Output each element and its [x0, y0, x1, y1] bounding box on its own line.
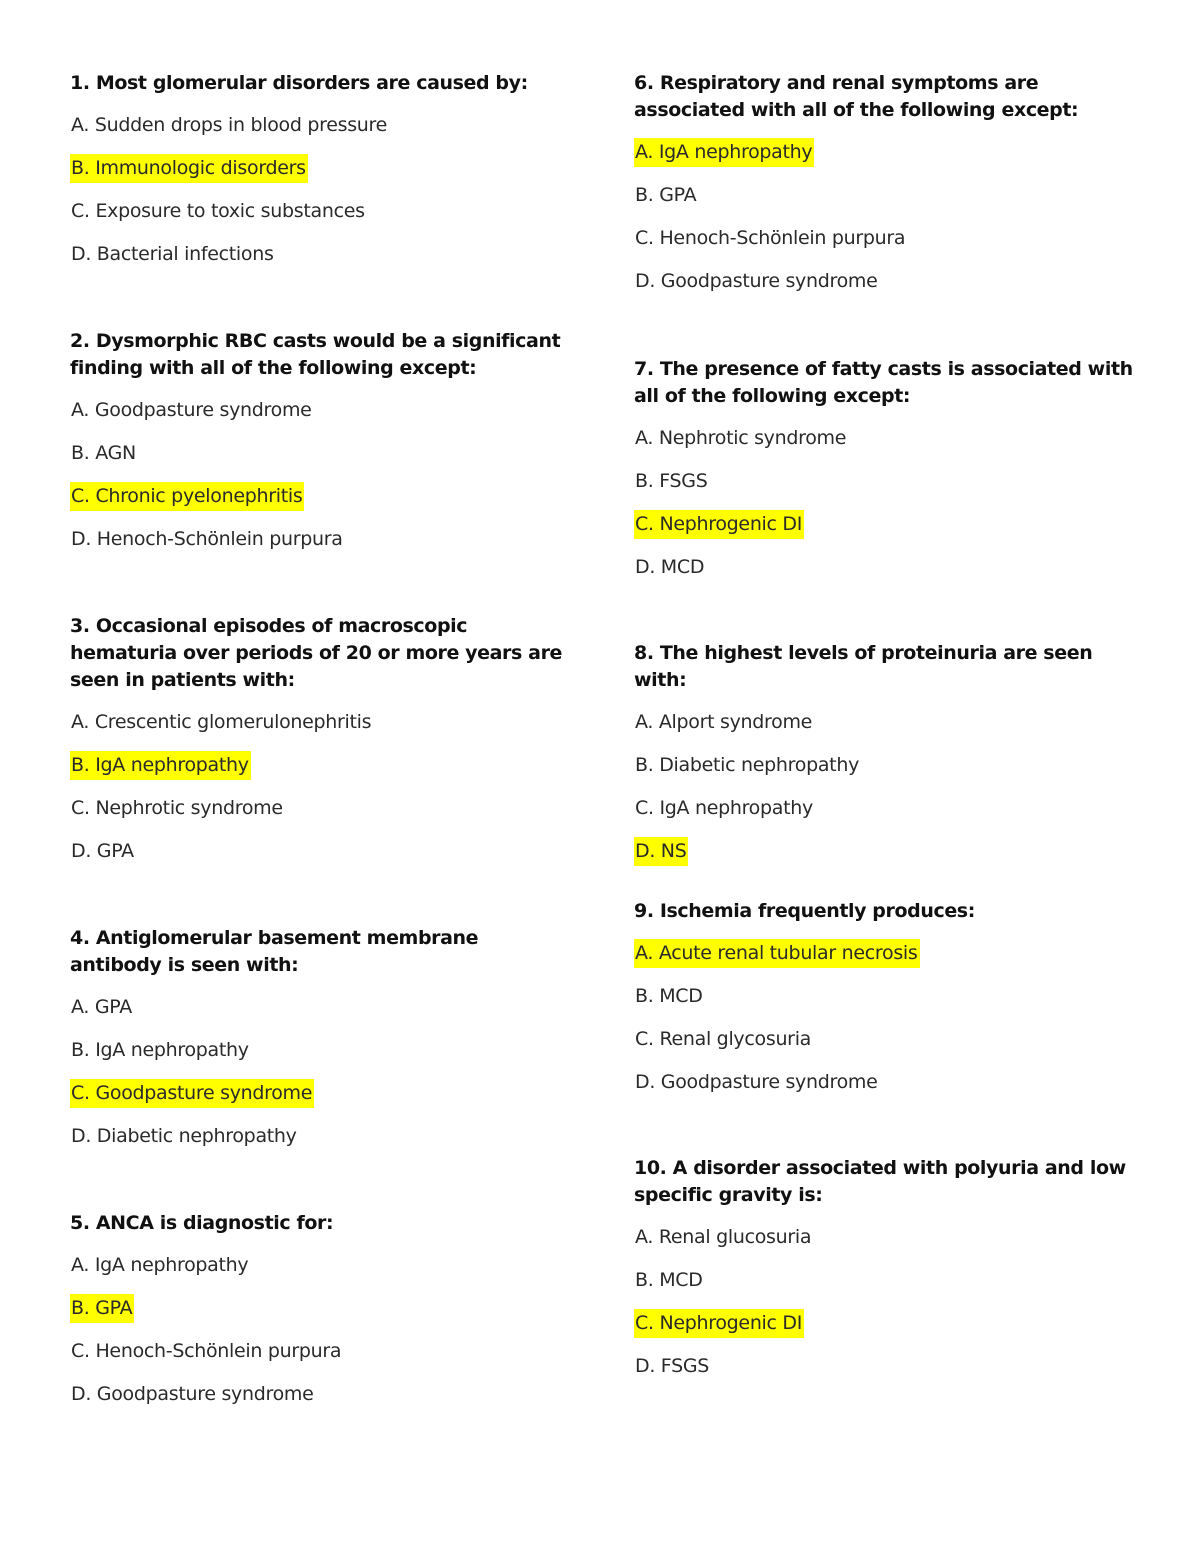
answer-option: D. FSGS: [635, 1355, 710, 1377]
answer-option: D. Goodpasture syndrome: [71, 1383, 314, 1405]
answer-option: A. Sudden drops in blood pressure: [71, 114, 388, 136]
answer-option: D. Goodpasture syndrome: [635, 270, 878, 292]
question-title: 4. Antiglomerular basement membrane antibody is seen with:: [70, 927, 479, 976]
answer-option-correct: C. Nephrogenic DI: [634, 1309, 1134, 1338]
answer-option: B. Diabetic nephropathy: [635, 754, 860, 776]
question-title: 8. The highest levels of proteinuria are seen with:: [634, 642, 1093, 691]
question-10: [634, 1155, 1134, 1395]
answer-option-correct: C. Chronic pyelonephritis: [70, 482, 570, 511]
question-title: 10. A disorder associated with polyuria and low specific gravity is:: [634, 1157, 1126, 1206]
question-title: 6. Respiratory and renal symptoms are associated with all of the following except:: [634, 72, 1079, 121]
question-7: [634, 356, 1134, 596]
question-8: [634, 640, 1134, 880]
answer-option-correct: B. IgA nephropathy: [70, 751, 570, 780]
question-3: [70, 613, 570, 880]
question-title: 1. Most glomerular disorders are caused by:: [70, 72, 528, 94]
answer-option: A. Crescentic glomerulonephritis: [71, 711, 372, 733]
question-title: 9. Ischemia frequently produces:: [634, 900, 975, 922]
answer-option: C. IgA nephropathy: [635, 797, 813, 819]
answer-option: A. Renal glucosuria: [635, 1226, 812, 1248]
answer-option: B. AGN: [71, 442, 136, 464]
answer-option-correct: B. Immunologic disorders: [70, 154, 570, 183]
answer-option: B. FSGS: [635, 470, 708, 492]
answer-option: C. Exposure to toxic substances: [71, 200, 365, 222]
answer-option: C. Henoch-Schönlein purpura: [635, 227, 906, 249]
question-title: 3. Occasional episodes of macroscopic hematuria over periods of 20 or more years are seen in patients with:: [70, 615, 563, 691]
question-5: [70, 1210, 570, 1423]
question-9: [634, 898, 1134, 1111]
answer-option: C. Henoch-Schönlein purpura: [71, 1340, 342, 1362]
answer-option: A. Alport syndrome: [635, 711, 813, 733]
question-6: [634, 70, 1134, 310]
answer-option: B. GPA: [635, 184, 697, 206]
question-1: [70, 70, 570, 283]
answer-option-correct: A. IgA nephropathy: [634, 138, 1134, 167]
answer-option-correct: B. GPA: [70, 1294, 570, 1323]
answer-option-correct: D. NS: [634, 837, 1134, 866]
answer-option: A. IgA nephropathy: [71, 1254, 249, 1276]
question-title: 7. The presence of fatty casts is associated with all of the following except:: [634, 358, 1133, 407]
answer-option: D. Henoch-Schönlein purpura: [71, 528, 343, 550]
answer-option: D. MCD: [635, 556, 705, 578]
answer-option: C. Nephrotic syndrome: [71, 797, 283, 819]
answer-option: D. GPA: [71, 840, 134, 862]
question-title: 2. Dysmorphic RBC casts would be a significant finding with all of the following except:: [70, 330, 561, 379]
question-4: [70, 925, 570, 1165]
answer-option: A. Goodpasture syndrome: [71, 399, 312, 421]
answer-option: C. Renal glycosuria: [635, 1028, 812, 1050]
answer-option: D. Bacterial infections: [71, 243, 274, 265]
answer-option-correct: C. Goodpasture syndrome: [70, 1079, 570, 1108]
question-title: 5. ANCA is diagnostic for:: [70, 1212, 334, 1234]
answer-option-correct: C. Nephrogenic DI: [634, 510, 1134, 539]
answer-option: D. Diabetic nephropathy: [71, 1125, 297, 1147]
answer-option: A. GPA: [71, 996, 132, 1018]
answer-option: B. MCD: [635, 985, 703, 1007]
answer-option: A. Nephrotic syndrome: [635, 427, 847, 449]
answer-option: B. MCD: [635, 1269, 703, 1291]
answer-option: B. IgA nephropathy: [71, 1039, 249, 1061]
answer-option: D. Goodpasture syndrome: [635, 1071, 878, 1093]
answer-option-correct: A. Acute renal tubular necrosis: [634, 939, 1134, 968]
question-2: [70, 328, 570, 568]
